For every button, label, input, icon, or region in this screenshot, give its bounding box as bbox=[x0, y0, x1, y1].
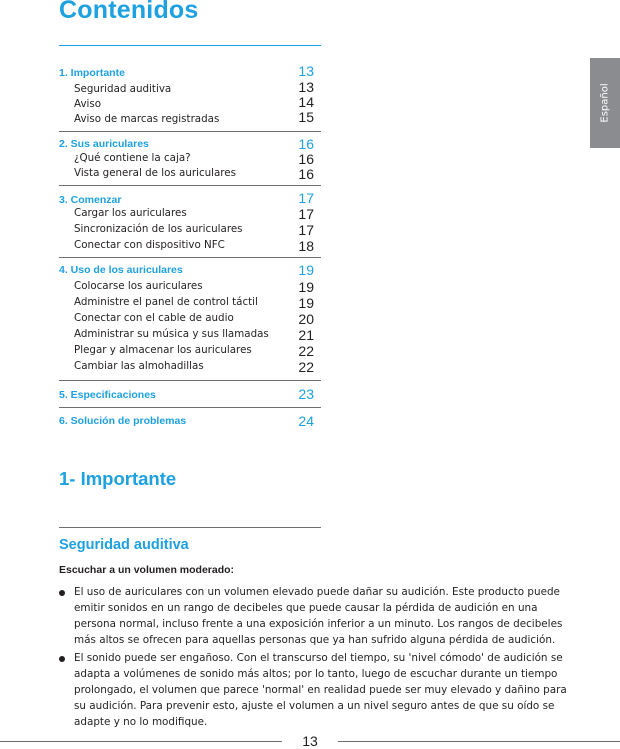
toc-separator bbox=[59, 257, 321, 258]
section-title: 1- Importante bbox=[59, 468, 177, 489]
toc-separator bbox=[59, 407, 321, 408]
toc-separator bbox=[59, 131, 321, 132]
toc-heading[interactable]: 4. Uso de los auriculares bbox=[59, 264, 183, 276]
toc-item[interactable]: Seguridad auditiva bbox=[74, 83, 172, 95]
bullet-dot bbox=[59, 656, 65, 662]
toc-page-number: 18 bbox=[298, 238, 314, 254]
toc-page-number: 19 bbox=[298, 279, 314, 295]
page-number: 13 bbox=[302, 733, 318, 749]
toc-item[interactable]: Conectar con dispositivo NFC bbox=[74, 239, 225, 251]
toc-heading[interactable]: 1. Importante bbox=[59, 67, 125, 79]
toc-item[interactable]: Cambiar las almohadillas bbox=[74, 360, 204, 372]
toc-page-number: 22 bbox=[298, 343, 314, 359]
toc-page-number: 24 bbox=[298, 413, 314, 429]
lead-text: Escuchar a un volumen moderado: bbox=[59, 564, 235, 576]
toc-page-number: 22 bbox=[298, 359, 314, 375]
toc-item[interactable]: Plegar y almacenar los auriculares bbox=[74, 344, 252, 356]
toc-page-number: 21 bbox=[298, 327, 314, 343]
toc-page-number: 13 bbox=[298, 79, 314, 95]
toc-item[interactable]: Colocarse los auriculares bbox=[74, 280, 203, 292]
toc-item[interactable]: Aviso de marcas registradas bbox=[74, 113, 220, 125]
toc-page-number: 23 bbox=[298, 386, 314, 402]
toc-page-number: 19 bbox=[298, 295, 314, 311]
subsection-rule bbox=[59, 527, 321, 528]
footer-line-left bbox=[0, 741, 282, 742]
toc-page-number: 17 bbox=[298, 206, 314, 222]
toc-heading[interactable]: 5. Especificaciones bbox=[59, 389, 156, 401]
bullet-dot bbox=[59, 590, 65, 596]
toc-page-number: 16 bbox=[298, 166, 314, 182]
language-tab-label: Español bbox=[599, 83, 611, 123]
toc-separator bbox=[59, 185, 321, 186]
toc-page-number: 20 bbox=[298, 311, 314, 327]
language-tab bbox=[590, 58, 620, 148]
toc-heading[interactable]: 6. Solución de problemas bbox=[59, 415, 187, 427]
toc-page-number: 16 bbox=[298, 136, 314, 152]
toc-page-number: 15 bbox=[298, 109, 314, 125]
toc-page-number: 13 bbox=[298, 63, 314, 79]
footer-line-right bbox=[338, 741, 620, 742]
toc-item[interactable]: Conectar con el cable de audio bbox=[74, 312, 234, 324]
toc-page-number: 17 bbox=[298, 222, 314, 238]
toc-item[interactable]: Administrar su música y sus llamadas bbox=[74, 328, 269, 340]
toc-page-number: 19 bbox=[298, 262, 314, 278]
toc-page-number: 17 bbox=[298, 190, 314, 206]
toc-top-rule bbox=[59, 45, 321, 46]
toc-item[interactable]: Vista general de los auriculares bbox=[74, 167, 237, 179]
toc-page-number: 16 bbox=[298, 151, 314, 167]
subsection-title: Seguridad auditiva bbox=[59, 537, 189, 553]
toc-heading[interactable]: 3. Comenzar bbox=[59, 194, 122, 206]
toc-item[interactable]: ¿Qué contiene la caja? bbox=[74, 152, 191, 164]
toc-heading[interactable]: 2. Sus auriculares bbox=[59, 138, 149, 150]
page-title: Contenidos bbox=[59, 0, 199, 24]
toc-separator bbox=[59, 380, 321, 381]
bullet-paragraph: El sonido puede ser engañoso. Con el transcurso del tiempo, su 'nivel cómodo' de audición se adapta a volúmenes de sonido más altos; por lo tanto, luego de escuchar durante un tiempo prolongado, el volumen que parece 'normal' en realidad puede ser muy elevado y dañino para su audición. Para prevenir esto, ajuste el volumen a un nivel seguro antes de que su oído se adapte y no lo modifique. bbox=[74, 652, 567, 728]
toc-item[interactable]: Sincronización de los auriculares bbox=[74, 223, 243, 235]
toc-page-number: 14 bbox=[298, 94, 314, 110]
toc-item[interactable]: Cargar los auriculares bbox=[74, 207, 187, 219]
toc-item[interactable]: Administre el panel de control táctil bbox=[74, 296, 258, 308]
toc-item[interactable]: Aviso bbox=[74, 98, 102, 110]
bullet-paragraph: El uso de auriculares con un volumen elevado puede dañar su audición. Este producto puede emitir sonidos en un rango de decibeles que puede causar la pérdida de audición en una persona normal, incluso frente a una exposición inferior a un minuto. Los rangos de decibeles más altos se ofrecen para aquellas personas que ya han sufrido alguna pérdida de audición. bbox=[74, 586, 563, 646]
